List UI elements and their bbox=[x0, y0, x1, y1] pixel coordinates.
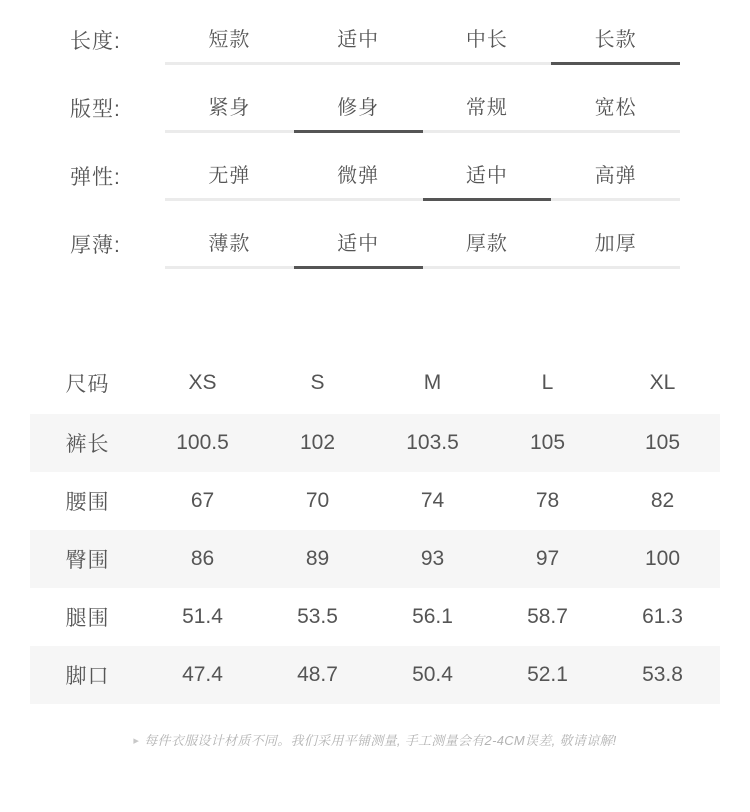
table-cell: 56.1 bbox=[412, 605, 453, 628]
attribute-option[interactable] bbox=[551, 154, 680, 201]
table-header-row bbox=[30, 352, 720, 414]
attribute-label: 厚薄: bbox=[70, 234, 121, 257]
attribute-option[interactable] bbox=[423, 18, 552, 65]
attribute-option-label: 无弹 bbox=[208, 165, 251, 187]
attribute-option-selected[interactable] bbox=[551, 18, 680, 65]
attribute-option-label: 厚款 bbox=[465, 233, 508, 255]
attribute-option-track bbox=[551, 266, 680, 269]
column-header: M bbox=[423, 371, 442, 394]
row-header: 臀围 bbox=[65, 549, 110, 572]
attribute-label: 版型: bbox=[70, 98, 121, 121]
size-table-body bbox=[30, 414, 720, 704]
attribute-row-fit bbox=[70, 86, 680, 154]
table-cell: 67 bbox=[190, 489, 215, 512]
attribute-option-label: 适中 bbox=[337, 29, 380, 51]
table-cell: 102 bbox=[299, 431, 336, 454]
attribute-label: 弹性: bbox=[70, 166, 121, 189]
table-cell: 50.4 bbox=[412, 663, 453, 686]
size-table-head bbox=[30, 352, 720, 414]
table-cell: 97 bbox=[535, 547, 560, 570]
table-cell: 58.7 bbox=[527, 605, 568, 628]
table-row bbox=[30, 530, 720, 588]
attribute-option-label: 紧身 bbox=[208, 97, 251, 119]
column-header: XL bbox=[649, 371, 676, 394]
attribute-option-track bbox=[294, 62, 423, 65]
attribute-option-track bbox=[165, 130, 294, 133]
attribute-option[interactable] bbox=[165, 86, 294, 133]
table-cell: 48.7 bbox=[297, 663, 338, 686]
table-cell: 70 bbox=[305, 489, 330, 512]
attribute-option-track bbox=[294, 266, 423, 269]
table-row bbox=[30, 472, 720, 530]
disclaimer-text: 每件衣服设计材质不同。我们采用平铺测量, 手工测量会有2-4CM误差, 敬请谅解! bbox=[144, 733, 617, 748]
attribute-option[interactable] bbox=[423, 222, 552, 269]
table-cell: 53.8 bbox=[642, 663, 683, 686]
attribute-options bbox=[165, 154, 680, 201]
table-row bbox=[30, 414, 720, 472]
attribute-option-label: 薄款 bbox=[208, 233, 251, 255]
table-cell: 89 bbox=[305, 547, 330, 570]
table-cell: 86 bbox=[190, 547, 215, 570]
attribute-option-label: 高弹 bbox=[594, 165, 637, 187]
measurement-disclaimer bbox=[0, 730, 750, 749]
attribute-option-track bbox=[423, 130, 552, 133]
attribute-option-label: 微弹 bbox=[337, 165, 380, 187]
triangle-marker-icon: ▸ bbox=[133, 735, 140, 747]
attribute-option-track bbox=[294, 130, 423, 133]
attribute-options bbox=[165, 86, 680, 133]
table-cell: 105 bbox=[644, 431, 681, 454]
table-cell: 52.1 bbox=[527, 663, 568, 686]
row-header: 裤长 bbox=[65, 433, 110, 456]
attribute-option-track bbox=[165, 266, 294, 269]
size-table-wrapper bbox=[0, 352, 750, 704]
table-cell: 100 bbox=[644, 547, 681, 570]
attribute-option-label: 适中 bbox=[337, 233, 380, 255]
table-cell: 103.5 bbox=[406, 431, 459, 454]
attribute-option[interactable] bbox=[165, 18, 294, 65]
table-cell: 47.4 bbox=[182, 663, 223, 686]
attribute-option-track bbox=[423, 266, 552, 269]
attribute-row-length bbox=[70, 18, 680, 86]
attribute-option[interactable] bbox=[294, 18, 423, 65]
table-cell: 61.3 bbox=[642, 605, 683, 628]
attribute-option-track bbox=[165, 198, 294, 201]
attribute-option-label: 长款 bbox=[594, 29, 637, 51]
attribute-option-track bbox=[423, 62, 552, 65]
table-cell: 53.5 bbox=[297, 605, 338, 628]
table-row bbox=[30, 588, 720, 646]
attribute-option-label: 宽松 bbox=[594, 97, 637, 119]
attribute-options bbox=[165, 222, 680, 269]
table-cell: 105 bbox=[529, 431, 566, 454]
attribute-options bbox=[165, 18, 680, 65]
row-header: 脚口 bbox=[65, 665, 110, 688]
attribute-option[interactable] bbox=[551, 222, 680, 269]
attribute-row-thickness bbox=[70, 222, 680, 290]
attribute-option[interactable] bbox=[165, 154, 294, 201]
attribute-option-selected[interactable] bbox=[423, 154, 552, 201]
column-header: XS bbox=[188, 371, 217, 394]
attribute-option-label: 中长 bbox=[465, 29, 508, 51]
attribute-option[interactable] bbox=[165, 222, 294, 269]
attribute-option-track bbox=[423, 198, 552, 201]
table-cell: 51.4 bbox=[182, 605, 223, 628]
attribute-option-label: 短款 bbox=[208, 29, 251, 51]
attribute-option-label: 常规 bbox=[465, 97, 508, 119]
attribute-option-selected[interactable] bbox=[294, 222, 423, 269]
attribute-option-label: 加厚 bbox=[594, 233, 637, 255]
attribute-option-selected[interactable] bbox=[294, 86, 423, 133]
attribute-option-track bbox=[551, 198, 680, 201]
attribute-label: 长度: bbox=[70, 30, 121, 53]
attribute-option[interactable] bbox=[294, 154, 423, 201]
table-cell: 93 bbox=[420, 547, 445, 570]
table-cell: 78 bbox=[535, 489, 560, 512]
attribute-option-track bbox=[165, 62, 294, 65]
table-cell: 100.5 bbox=[176, 431, 229, 454]
attribute-option-label: 修身 bbox=[337, 97, 380, 119]
attribute-row-elasticity bbox=[70, 154, 680, 222]
column-header: S bbox=[310, 371, 325, 394]
table-row bbox=[30, 646, 720, 704]
row-header: 腰围 bbox=[65, 491, 110, 514]
attribute-option[interactable] bbox=[423, 86, 552, 133]
table-cell: 82 bbox=[650, 489, 675, 512]
attribute-option[interactable] bbox=[551, 86, 680, 133]
row-header: 腿围 bbox=[65, 607, 110, 630]
attribute-list bbox=[0, 0, 750, 290]
column-header: L bbox=[541, 371, 554, 394]
size-table bbox=[30, 352, 720, 704]
attribute-option-track bbox=[551, 130, 680, 133]
table-cell: 74 bbox=[420, 489, 445, 512]
attribute-option-track bbox=[551, 62, 680, 65]
attribute-option-track bbox=[294, 198, 423, 201]
column-header: 尺码 bbox=[65, 373, 110, 396]
attribute-option-label: 适中 bbox=[465, 165, 508, 187]
